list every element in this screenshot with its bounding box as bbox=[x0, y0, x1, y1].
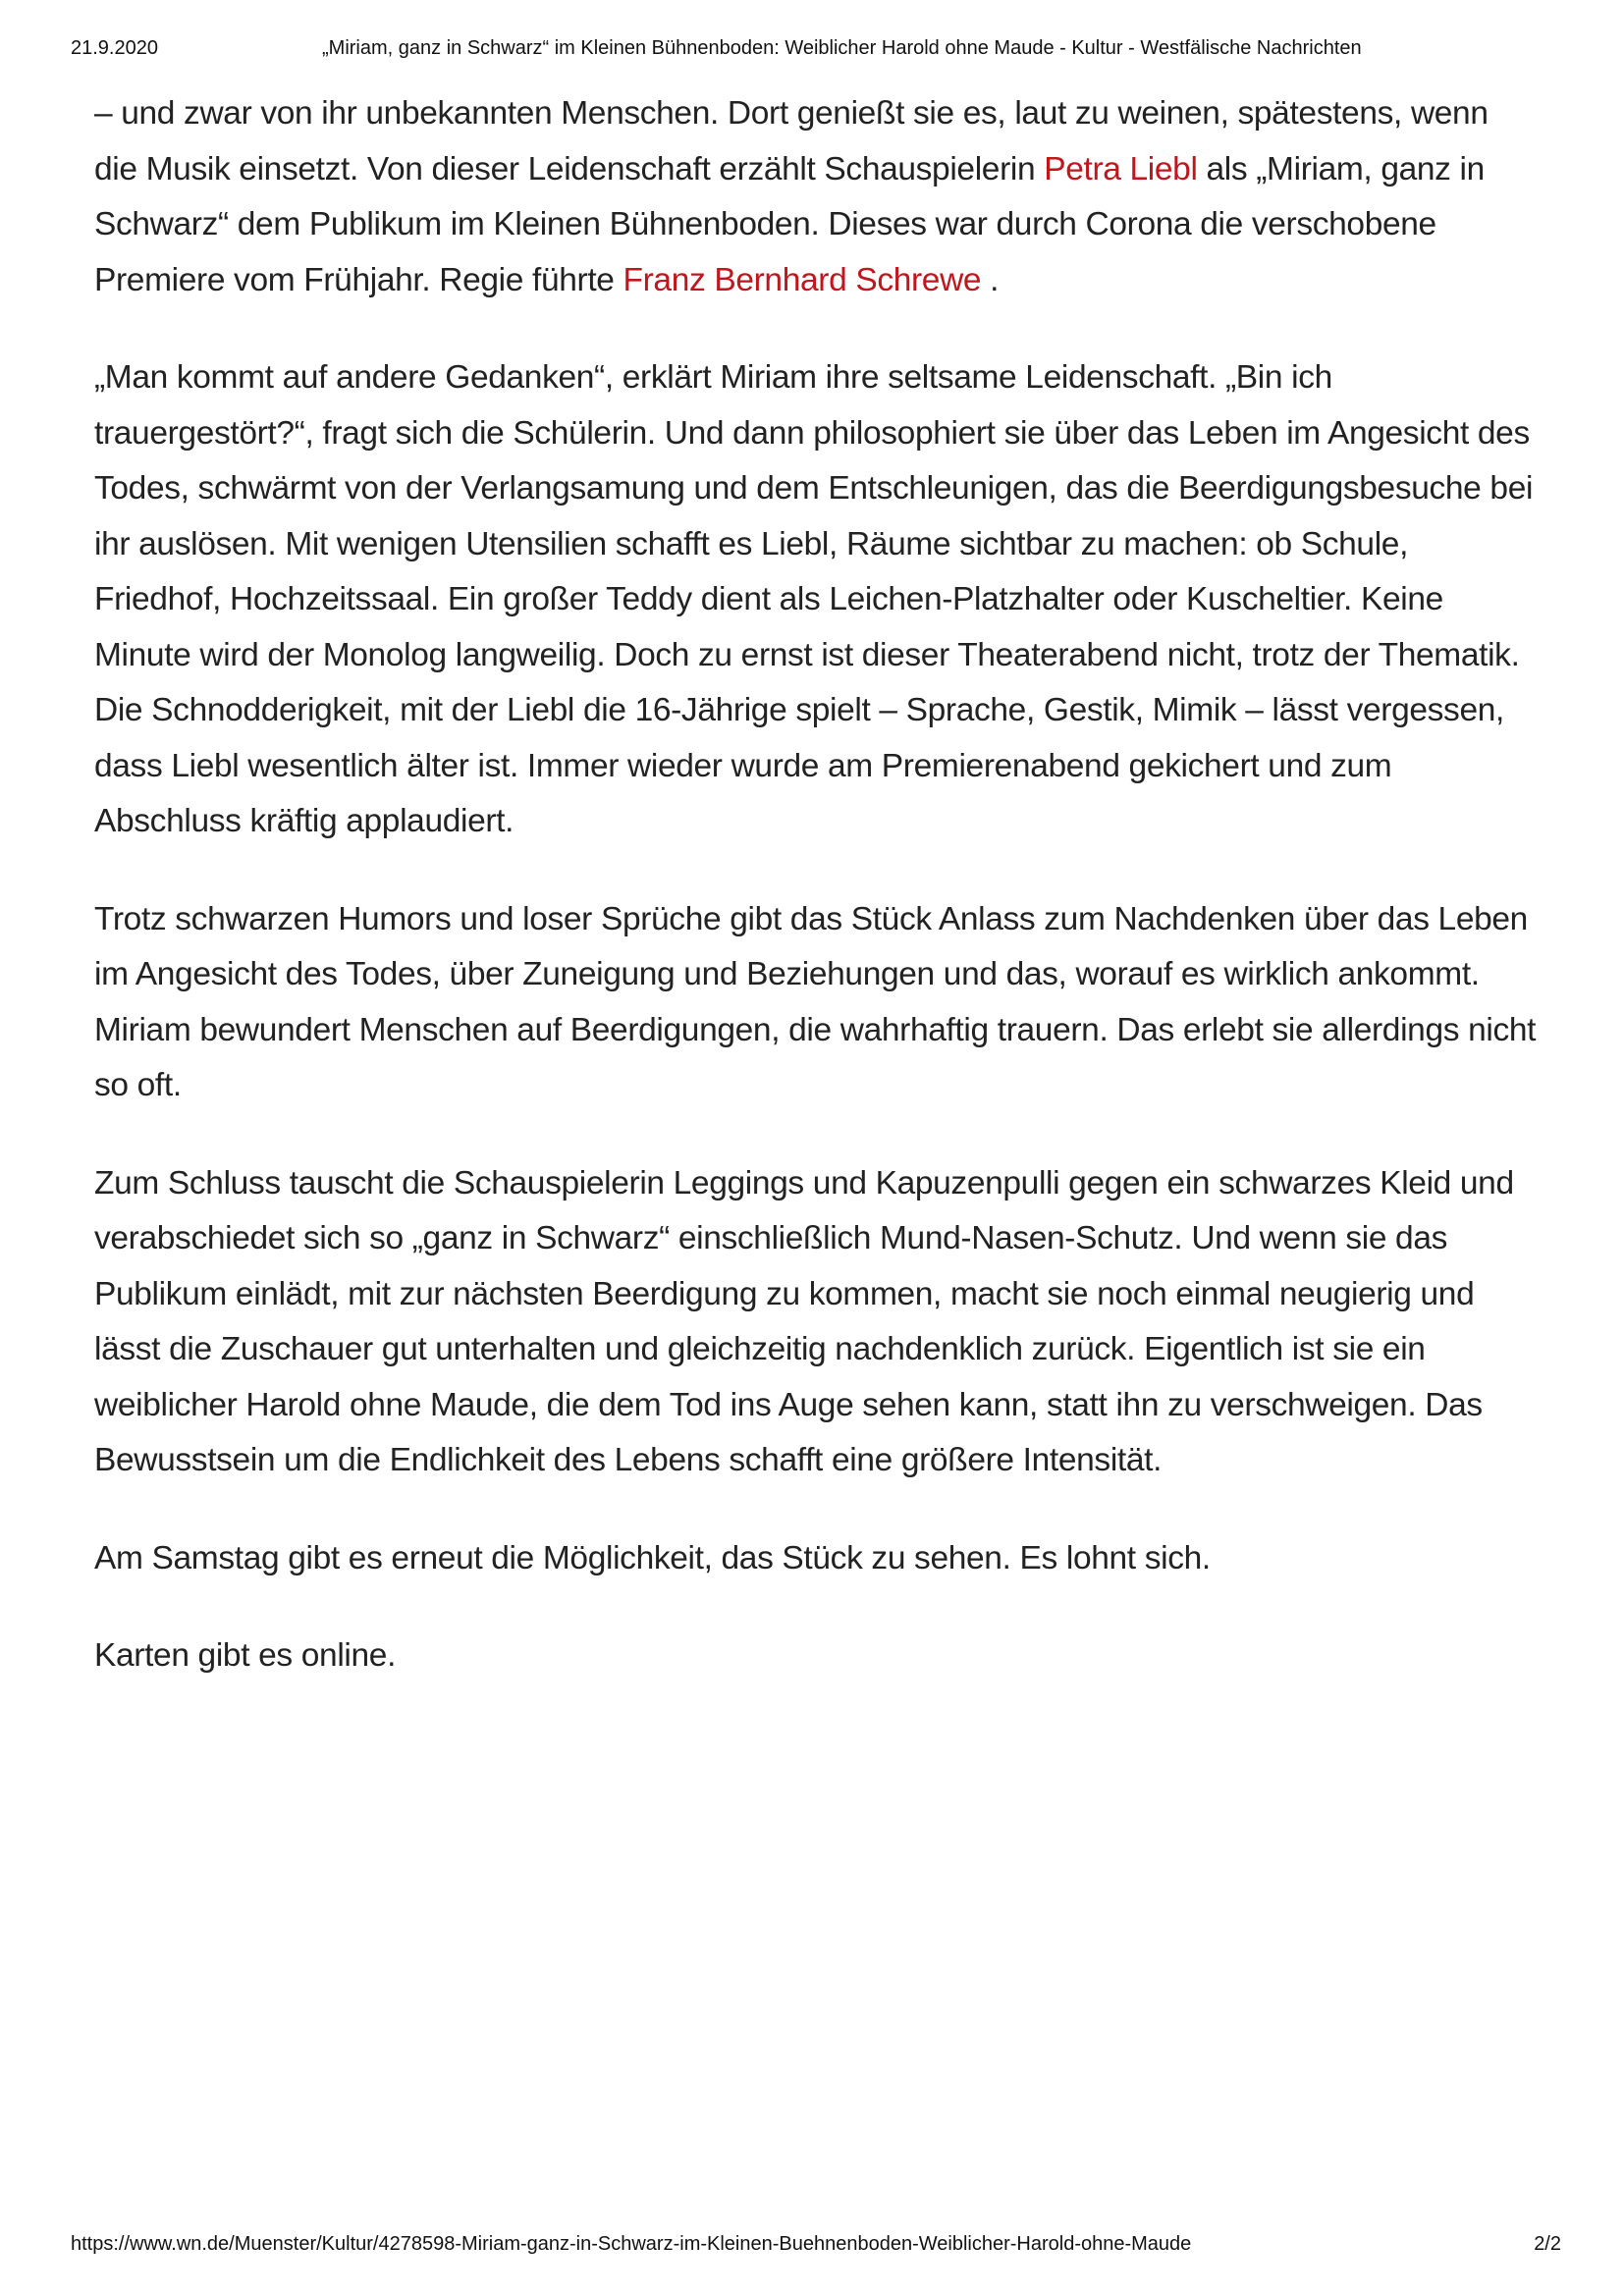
paragraph-text: – und zwar von ihr unbekannten Menschen. Dort genießt sie es, laut zu weinen, spätestens, wenn die Musik einsetzt. Von dieser Leidenschaft erzählt Schauspielerin bbox=[94, 95, 1489, 187]
link-petra-liebl[interactable]: Petra Liebl bbox=[1044, 150, 1198, 187]
print-header bbox=[0, 37, 1624, 67]
page-number: 2/2 bbox=[1534, 2233, 1561, 2255]
article-paragraph-5: Am Samstag gibt es erneut die Möglichkeit, das Stück zu sehen. Es lohnt sich. bbox=[94, 1539, 1211, 1576]
article-paragraph-1 bbox=[94, 86, 1538, 308]
paragraph-text: als „Miriam, ganz in Schwarz“ dem Publikum im Kleinen Bühnenboden. Dieses war durch Corona die verschobene Premiere vom Frühjahr. Regie führte bbox=[94, 150, 1485, 298]
article-paragraph-6: Karten gibt es online. bbox=[94, 1637, 397, 1674]
article-paragraph-2: „Man kommt auf andere Gedanken“, erklärt Miriam ihre seltsame Leidenschaft. „Bin ich trauergestört?“, fragt sich die Schülerin. Und dann philosophiert sie über das Leben im Angesicht des Todes, schwärmt von der Verlangsamung und dem Entschleunigen, das die Beerdigungsbesuche bei ihr auslösen. Mit wenigen Utensilien schafft es Liebl, Räume sichtbar zu machen: ob Schule, Friedhof, Hochzeitssaal. Ein großer Teddy dient als Leichen-Platzhalter oder Kuscheltier. Keine Minute wird der Monolog langweilig. Doch zu ernst ist dieser Theaterabend nicht, trotz der Thematik. Die Schnodderigkeit, mit der Liebl die 16-Jährige spielt – Sprache, Gestik, Mimik – lässt vergessen, dass Liebl wesentlich älter ist. Immer wieder wurde am Premierenabend gekichert und zum Abschluss kräftig applaudiert. bbox=[94, 359, 1534, 839]
article-paragraph-3: Trotz schwarzen Humors und loser Sprüche gibt das Stück Anlass zum Nachdenken über das Leben im Angesicht des Todes, über Zuneigung und Beziehungen und das, worauf es wirklich ankommt. Miriam bewundert Menschen auf Beerdigungen, die wahrhaftig trauern. Das erlebt sie allerdings nicht so oft. bbox=[94, 900, 1537, 1103]
article-paragraph-4: Zum Schluss tauscht die Schauspielerin Leggings und Kapuzenpulli gegen ein schwarzes Kleid und verabschiedet sich so „ganz in Schwarz“ einschließlich Mund-Nasen-Schutz. Und wenn sie das Publikum einlädt, mit zur nächsten Beerdigung zu kommen, macht sie noch einmal neugierig und lässt die Zuschauer gut unterhalten und gleichzeitig nachdenklich zurück. Eigentlich ist sie ein weiblicher Harold ohne Maude, die dem Tod ins Auge sehen kann, statt ihn zu verschweigen. Das Bewusstsein um die Endlichkeit des Lebens schafft eine größere Intensität. bbox=[94, 1164, 1514, 1478]
print-url: https://www.wn.de/Muenster/Kultur/4278598-Miriam-ganz-in-Schwarz-im-Kleinen-Buehnenboden-Weiblicher-Harold-ohne-Maude bbox=[71, 2233, 1192, 2255]
print-footer bbox=[0, 2233, 1624, 2263]
article-body bbox=[94, 86, 1538, 1727]
print-page-title: „Miriam, ganz in Schwarz“ im Kleinen Bühnenboden: Weiblicher Harold ohne Maude - Kultur - Westfälische Nachrichten bbox=[322, 37, 1362, 59]
print-date: 21.9.2020 bbox=[71, 37, 158, 59]
link-franz-bernhard-schrewe[interactable]: Franz Bernhard Schrewe bbox=[623, 261, 982, 298]
paragraph-text: . bbox=[981, 261, 1000, 298]
